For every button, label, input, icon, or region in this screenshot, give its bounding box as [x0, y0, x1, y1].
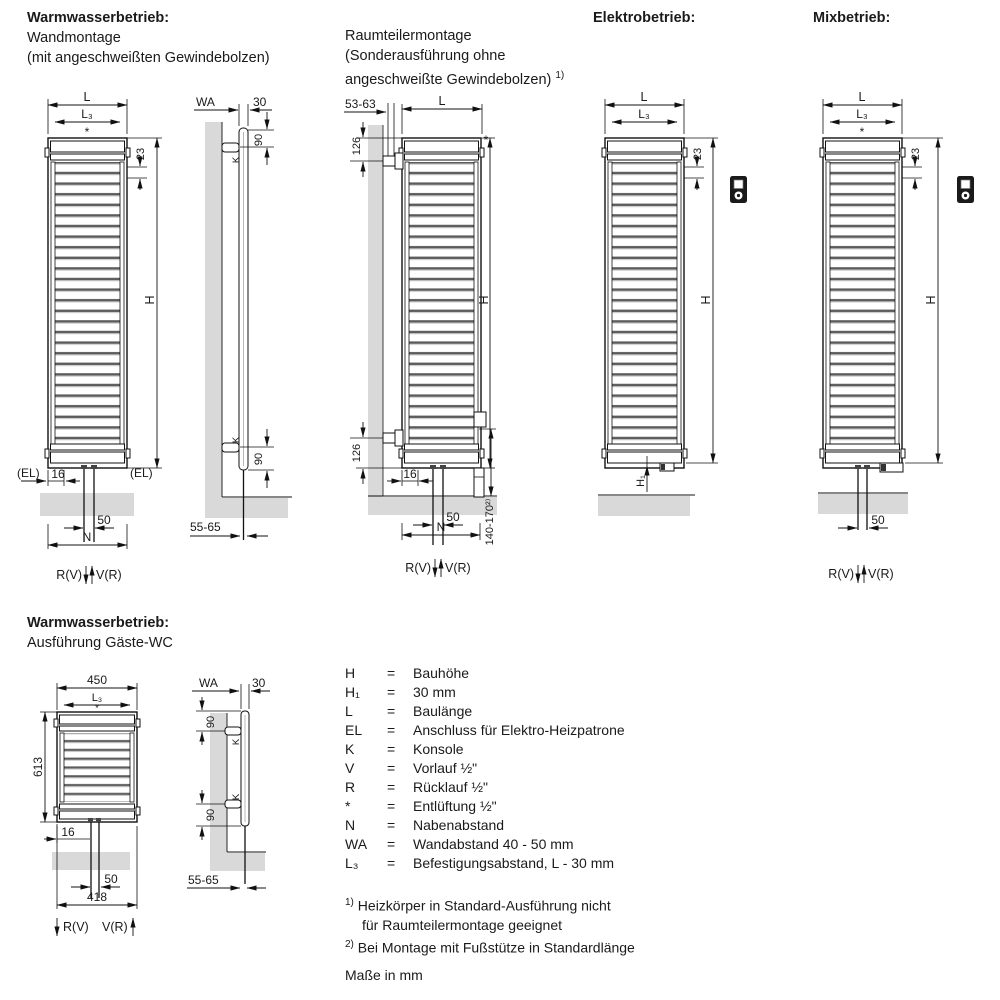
dim-label-50: 50	[446, 510, 460, 524]
dim-label-140-170: 140-170²⁾	[484, 498, 496, 546]
valve-block	[474, 412, 486, 427]
dim-label-23: 23	[910, 147, 922, 161]
dim-label-L: L	[858, 90, 866, 104]
dim-label-90-bottom: 90	[253, 452, 265, 466]
dim-label-L3: L₃	[91, 692, 103, 704]
flow-label-return: R(V)	[405, 561, 431, 575]
diagram-mix-front	[818, 90, 974, 583]
floor	[227, 853, 265, 871]
label-K-top: K	[231, 156, 242, 164]
dim-label-30: 30	[252, 676, 266, 690]
dim-label-H1: H₁	[635, 475, 647, 487]
vent-mark: *	[859, 125, 865, 139]
legend-row: N = Nabenabstand	[345, 817, 505, 833]
control-unit	[957, 176, 974, 203]
floor	[818, 494, 908, 514]
flow-label-supply: V(R)	[96, 568, 122, 582]
flow-label-supply: V(R)	[102, 920, 128, 934]
legend-row: L = Baulänge	[345, 703, 473, 719]
vent-mark: *	[84, 125, 90, 139]
dim-label-L3: L₃	[856, 107, 868, 121]
dim-label-55-65: 55-65	[190, 520, 221, 534]
section-title: Warmwasserbetrieb:	[27, 615, 170, 631]
dim-label-L3: L₃	[81, 107, 93, 121]
dim-label-L3: L₃	[638, 107, 650, 121]
radiator-body	[45, 138, 130, 468]
bracket-top	[225, 727, 241, 735]
legend	[345, 664, 625, 873]
dim-label-613: 613	[31, 756, 45, 778]
dim-label-H: H	[924, 295, 938, 305]
legend-row: H₁ = 30 mm	[345, 684, 456, 700]
wall	[205, 122, 222, 518]
flow-label-return: R(V)	[56, 568, 82, 582]
dim-label-H: H	[143, 295, 157, 305]
footnote-1-cont: für Raumteilermontage geeignet	[362, 916, 563, 933]
footnotes	[345, 893, 635, 957]
bracket-bottom	[225, 800, 241, 808]
dim-label-90-bottom: 90	[205, 808, 217, 822]
dimension-lines	[190, 104, 274, 536]
legend-row: K = Konsole	[345, 741, 464, 757]
footnote-ref-1: 1)	[555, 70, 565, 81]
legend-row: WA = Wandabstand 40 - 50 mm	[345, 836, 574, 852]
section-subtitle: Ausführung Gäste-WC	[27, 635, 173, 651]
diagram-electric-front	[598, 90, 747, 516]
dim-label-L: L	[83, 90, 91, 104]
label-K-bottom: K	[231, 436, 242, 444]
section-subtitle: (mit angeschweißten Gewindebolzen)	[27, 50, 270, 66]
radiator-body	[399, 138, 484, 468]
dim-label-WA: WA	[199, 676, 218, 690]
section-subtitle: Raumteilermontage	[345, 28, 472, 44]
bracket-top	[222, 143, 239, 152]
legend-row: R = Rücklauf ½"	[345, 779, 489, 795]
legend-row: H = Bauhöhe	[345, 665, 470, 681]
section-subtitle: Wandmontage	[27, 30, 121, 46]
divider-post	[368, 125, 383, 497]
dim-label-126-bottom: 126	[351, 443, 363, 463]
section-subtitle: angeschweißte Gewindebolzen) $^{1)}$	[345, 70, 565, 88]
section-subtitle: (Sonderausführung ohne	[345, 48, 506, 64]
dim-label-16: 16	[51, 467, 65, 481]
dim-label-H: H	[477, 295, 491, 305]
floor	[40, 493, 134, 516]
legend-row: * = Entlüftung ½"	[345, 798, 497, 814]
control-unit	[730, 176, 747, 203]
diagram-guest-wc-side	[187, 676, 270, 888]
dim-label-23: 23	[135, 147, 147, 161]
label-K-top: K	[231, 738, 242, 746]
dim-label-N: N	[436, 520, 446, 534]
vent-mark: *	[95, 703, 99, 714]
flow-label-return: R(V)	[828, 567, 854, 581]
footnote-2: $^{2)}$ Bei Montage mit Fußstütze in Standardlänge	[345, 938, 635, 956]
dim-label-53-63: 53-63	[345, 97, 376, 111]
dim-label-30: 30	[253, 95, 267, 109]
floor	[222, 498, 288, 518]
section-header-elektrobetrieb: Elektrobetrieb:	[593, 10, 696, 26]
dim-label-WA: WA	[196, 95, 215, 109]
dim-label-90-top: 90	[205, 715, 217, 729]
diagram-guest-wc-front	[31, 673, 140, 936]
diagram-room-divider-front	[344, 94, 497, 577]
radiator-body	[602, 138, 687, 468]
flow-label-return: R(V)	[63, 920, 89, 934]
floor	[598, 496, 690, 516]
vent-mark: *	[483, 133, 489, 147]
legend-row: V = Vorlauf ½"	[345, 760, 478, 776]
dim-label-N: N	[82, 530, 92, 544]
wall	[210, 713, 227, 871]
section-header-warmwasser-wandmontage	[27, 8, 270, 68]
flow-label-supply: V(R)	[445, 561, 471, 575]
dim-label-450: 450	[86, 673, 108, 687]
radiator-body	[54, 712, 140, 822]
units-note: Maße in mm	[345, 967, 423, 983]
dim-label-23: 23	[692, 147, 704, 161]
section-header-gaeste-wc	[27, 613, 173, 653]
dim-label-50: 50	[871, 513, 885, 527]
dim-label-50: 50	[104, 872, 118, 886]
section-title: Warmwasserbetrieb:	[27, 10, 170, 26]
flow-label-supply: V(R)	[868, 567, 894, 581]
dim-label-418: 418	[86, 890, 108, 904]
dim-label-90-top: 90	[253, 133, 265, 147]
section-header-mixbetrieb: Mixbetrieb:	[813, 10, 891, 26]
dim-label-16: 16	[403, 467, 417, 481]
dim-label-50: 50	[97, 513, 111, 527]
dim-label-16: 16	[61, 825, 75, 839]
legend-row: EL = Anschluss für Elektro-Heizpatrone	[345, 722, 625, 738]
dim-label-55-65: 55-65	[188, 873, 219, 887]
dim-label-H: H	[699, 295, 713, 305]
bracket-bottom	[222, 443, 239, 452]
label-K-bottom: K	[231, 793, 242, 801]
dim-label-126-top: 126	[351, 136, 363, 156]
radiator-body	[820, 138, 905, 468]
label-EL-left: (EL)	[17, 466, 40, 480]
diagram-wall-mount-side	[190, 95, 292, 540]
legend-row: L₃ = Befestigungsabstand, L - 30 mm	[345, 855, 615, 871]
label-EL-right: (EL)	[130, 466, 153, 480]
foot-support	[474, 468, 484, 497]
dim-label-L: L	[438, 94, 446, 108]
dim-label-L: L	[640, 90, 648, 104]
section-header-raumteilermontage	[345, 26, 564, 90]
diagram-wall-mount-front	[17, 90, 162, 584]
footnote-1: $^{1)}$ Heizkörper in Standard-Ausführung nicht	[345, 897, 611, 914]
